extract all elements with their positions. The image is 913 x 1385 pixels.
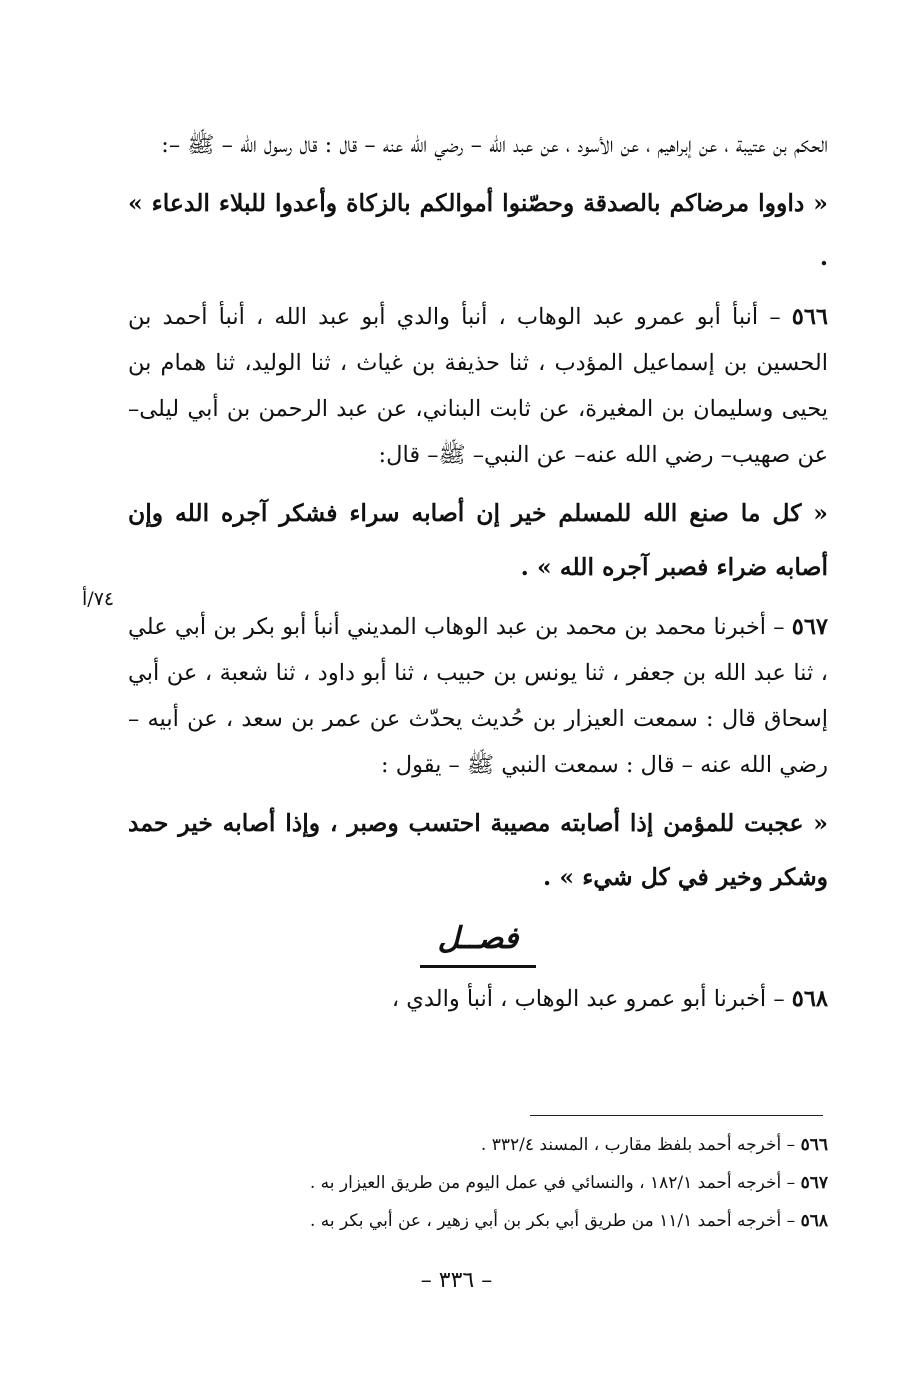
main-text	[128, 122, 828, 1030]
page-number: – ٣٣٦ –	[420, 1268, 493, 1293]
footnote-text: – أخرجه أحمد بلفظ مقارب ، المسند ٣٣٢/٤ .	[480, 1135, 796, 1155]
narration-text: – أنبأ أبو عمرو عبد الوهاب ، أنبأ والدي أبو عبد الله ، أنبأ أحمد بن الحسين بن إسماعيل المؤدب ، ثنا حذيفة بن غياث ، ثنا الوليد، ثنا همام بن يحيى وسليمان بن المغيرة، عن ثابت البناني، عن عبد الرحمن بن أبي ليلى– عن صهيب– رضي الله عنه– عن النبي– ﷺ– قال:	[128, 304, 828, 468]
hadith-text: « عجبت للمؤمن إذا أصابته مصيبة احتسب وصبر ، وإذا أصابه خير حمد وشكر وخير في كل شيء » .	[128, 809, 828, 891]
narration-paragraph	[128, 976, 828, 1022]
hadith-text: « داووا مرضاكم بالصدقة وحصّنوا أموالكم بالزكاة وأعدوا للبلاء الدعاء » .	[128, 189, 828, 271]
narration-text: الحكم بن عتيبة ، عن إبراهيم ، عن الأسود ، عن عبد الله – رضي الله عنه – قال : قال رسول الله – ﷺ –:	[161, 132, 828, 158]
manuscript-folio-note: ٧٤/أ	[82, 588, 115, 610]
footnote	[128, 1164, 828, 1202]
footnotes	[128, 1126, 828, 1240]
hadith-text-paragraph	[128, 796, 828, 904]
hadith-text: « كل ما صنع الله للمسلم خير إن أصابه سراء فشكر آجره الله وإن أصابه ضراء فصبر آجره الله » .	[128, 499, 828, 581]
section-heading-text: فصــل	[420, 914, 537, 968]
footnote	[128, 1202, 828, 1240]
narration-text: – أخبرنا محمد بن محمد بن عبد الوهاب المديني أنبأ أبو بكر بن أبي علي ، ثنا عبد الله بن جعفر ، ثنا يونس بن حبيب ، ثنا أبو داود ، ثنا شعبة ، عن أبي إسحاق قال : سمعت العيزار بن حُديث يحدّث عن عمر بن سعد ، عن أبيه – رضي الله عنه – قال : سمعت النبي ﷺ – يقول :	[128, 614, 828, 778]
footnote-text: – أخرجه أحمد ١١/١ من طريق أبي بكر بن أبي زهير ، عن أبي بكر به .	[309, 1211, 796, 1231]
hadith-number: ٥٦٨	[791, 986, 828, 1012]
footnote-number: ٥٦٦	[800, 1135, 828, 1155]
footnote-text: – أخرجه أحمد ١٨٢/١ ، والنسائي في عمل اليوم من طريق العيزار به .	[309, 1173, 796, 1193]
hadith-number: ٥٦٦	[791, 304, 828, 330]
narration-paragraph	[128, 604, 828, 788]
footnote	[128, 1126, 828, 1164]
footnote-divider	[530, 1115, 823, 1116]
footnote-number: ٥٦٨	[800, 1211, 828, 1231]
narration-text: – أخبرنا أبو عمرو عبد الوهاب ، أنبأ والدي ،	[391, 986, 785, 1012]
hadith-text-paragraph	[128, 486, 828, 594]
section-heading	[128, 914, 828, 968]
hadith-number: ٥٦٧	[791, 614, 829, 640]
narration-paragraph	[128, 294, 828, 478]
hadith-text-paragraph	[128, 176, 828, 284]
footnote-number: ٥٦٧	[800, 1173, 828, 1193]
narration-paragraph	[128, 122, 828, 168]
